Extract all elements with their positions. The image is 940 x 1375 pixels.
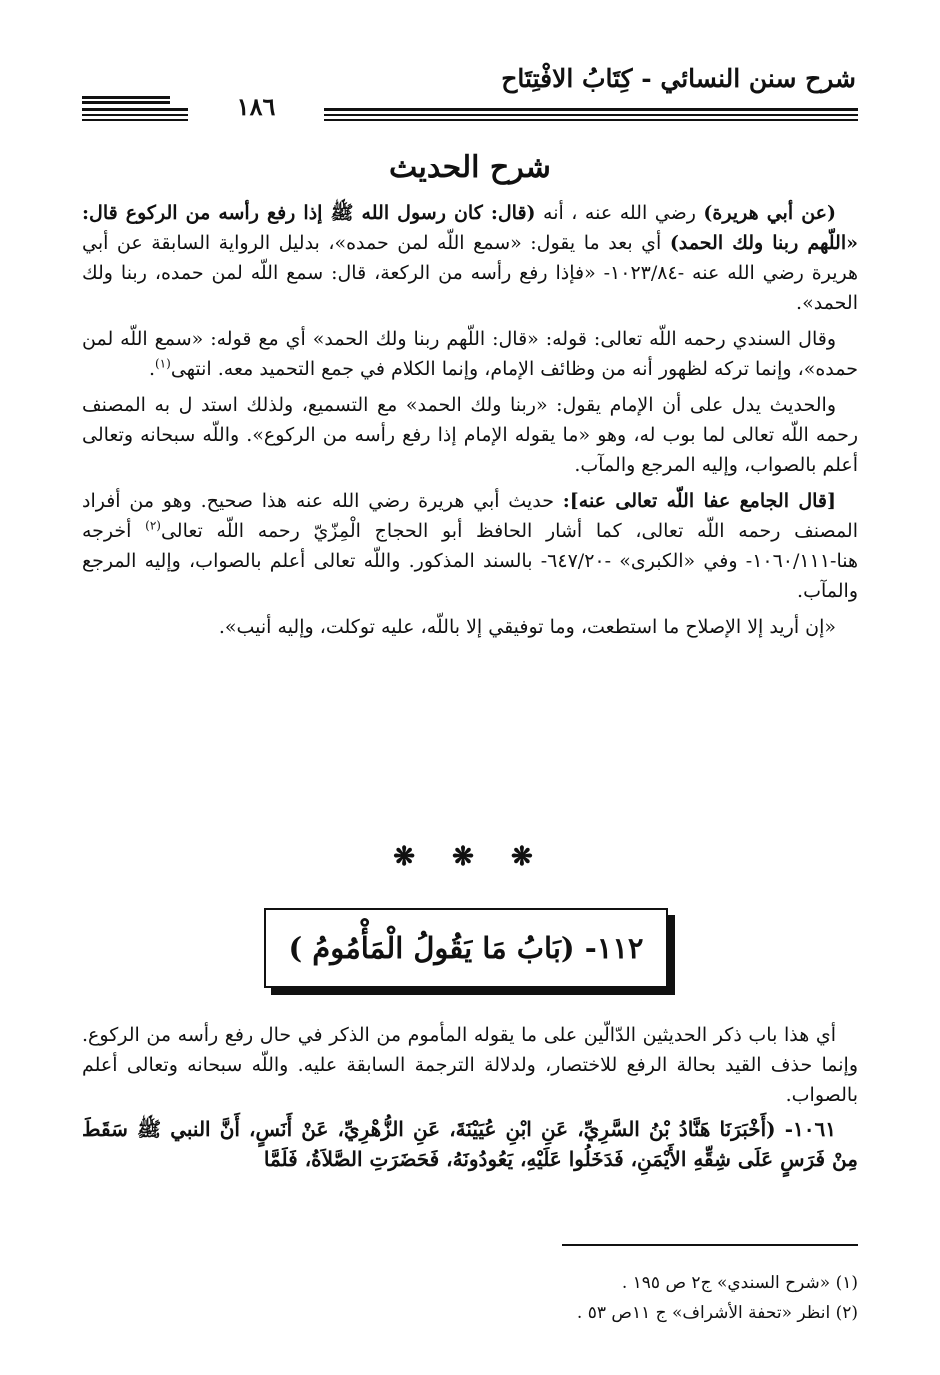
- chapter-title: ١١٢- (بَابُ مَا يَقُولُ الْمَأْمُومُ ): [288, 931, 644, 965]
- paragraph-2-end: .: [148, 358, 155, 380]
- page-number-box: [188, 88, 324, 124]
- paragraph-2-text: وقال السندي رحمه اللّه تعالى: قوله: «قال: اللّهم ربنا ولك الحمد» أي مع قوله: «سمع اللّه لمن حمده»، وإنما تركه لظهور أنه من وظائف الإمام، وإنما الكلام في جمع التحميد معه. انتهى: [82, 328, 858, 380]
- footnote-1: (١) «شرح السندي» ج٢ ص ١٩٥ .: [621, 1273, 858, 1293]
- footnotes: [82, 1268, 858, 1328]
- separator-stars: ❋ ❋ ❋: [393, 842, 547, 872]
- paragraph-1-text-b: أي بعد ما يقول: «سمع اللّه لمن حمده»، بدليل الرواية السابقة عن أبي هريرة رضي الله عنه -١٠٢٣/٨٤- «فإذا رفع رأسه من الركعة، قال: سمع اللّه لمن حمده، ربنا ولك الحمد».: [82, 232, 858, 314]
- section-title: شرح الحديث: [389, 150, 551, 185]
- chapter-paragraph-1: أي هذا باب ذكر الحديثين الدّالّين على ما يقوله المأموم من الذكر في حال رفع رأسه من الركوع. وإنما حذف القيد بحالة الرفع للاختصار، ولدلالة الترجمة السابقة عليه. واللّه سبحانه وتعالى أعلم بالصواب.: [82, 1024, 858, 1106]
- page-number: ١٨٦: [236, 91, 276, 121]
- hadith-text: ١٠٦١- (أَخْبَرَنَا هَنَّادُ بْنُ السَّرِيِّ، عَنِ ابْنِ عُيَيْنَةَ، عَنِ الزُّهْرِيِّ، عَنْ أَنَسٍ، أَنَّ النبي ﷺ سَقَطَ مِنْ فَرَسٍ عَلَى شِقِّهِ الأَيْمَنِ، فَدَخَلُوا عَلَيْهِ، يَعُودُونَهُ، فَحَضَرَتِ الصَّلاَةُ، فَلَمَّا: [82, 1117, 858, 1171]
- paragraph-2: [82, 324, 858, 384]
- paragraph-4-text-b: أخرجه هنا-١٠٦٠/١١١- وفي «الكبرى» -٦٤٧/٢٠- بالسند المذكور. واللّه تعالى أعلم بالصواب، وإليه المرجع والمآب.: [82, 520, 858, 602]
- commentary-body: [82, 198, 858, 648]
- paragraph-4-text-a: حديث أبي هريرة رضي الله عنه هذا صحيح. وهو من أفراد المصنف رحمه اللّه تعالى، كما أشار الحافظ أبو الحجاج الْمِزّيّ رحمه اللّه تعالى: [82, 490, 858, 542]
- chapter-body: [82, 1020, 858, 1178]
- paragraph-3: والحديث يدل على أن الإمام يقول: «ربنا ولك الحمد» مع التسميع، ولذلك استد ل به المصنف رحمه اللّه تعالى لما بوب له، وهو «ما يقوله الإمام إذا رفع رأسه من الركوع». واللّه سبحانه وتعالى أعلم بالصواب، وإليه المرجع والمآب.: [82, 394, 858, 476]
- paragraph-1: [82, 198, 858, 318]
- chapter-title-box: [264, 908, 668, 988]
- paragraph-1-bold-a: (عن أبي هريرة): [703, 202, 836, 224]
- running-title: شرح سنن النسائي - كِتَابُ الافْتِتَاح: [501, 64, 856, 93]
- footnote-2: (٢) انظر «تحفة الأشراف» ج ١١ص ٥٣ .: [576, 1303, 858, 1323]
- page-number-rule-bottom: [82, 101, 170, 104]
- paragraph-1-bold-b: (قال: كان رسول الله ﷺ إذا رفع رأسه من الركوع قال: «اللّهم ربنا ولك الحمد): [82, 202, 858, 254]
- footnote-ref-2[interactable]: (٢): [145, 518, 161, 533]
- paragraph-4-bold: [قال الجامع عفا اللّه تعالى عنه]:: [562, 490, 837, 512]
- page-number-rule-top: [82, 96, 170, 99]
- paragraph-5: «إن أريد إلا الإصلاح ما استطعت، وما توفيقي إلا باللّه، عليه توكلت، وإليه أنيب».: [218, 616, 836, 638]
- paragraph-4: [82, 486, 858, 606]
- footnote-ref-1[interactable]: (١): [154, 356, 171, 371]
- footnote-rule: [562, 1244, 858, 1246]
- paragraph-1-text-a: رضي الله عنه ، أنه: [535, 202, 704, 224]
